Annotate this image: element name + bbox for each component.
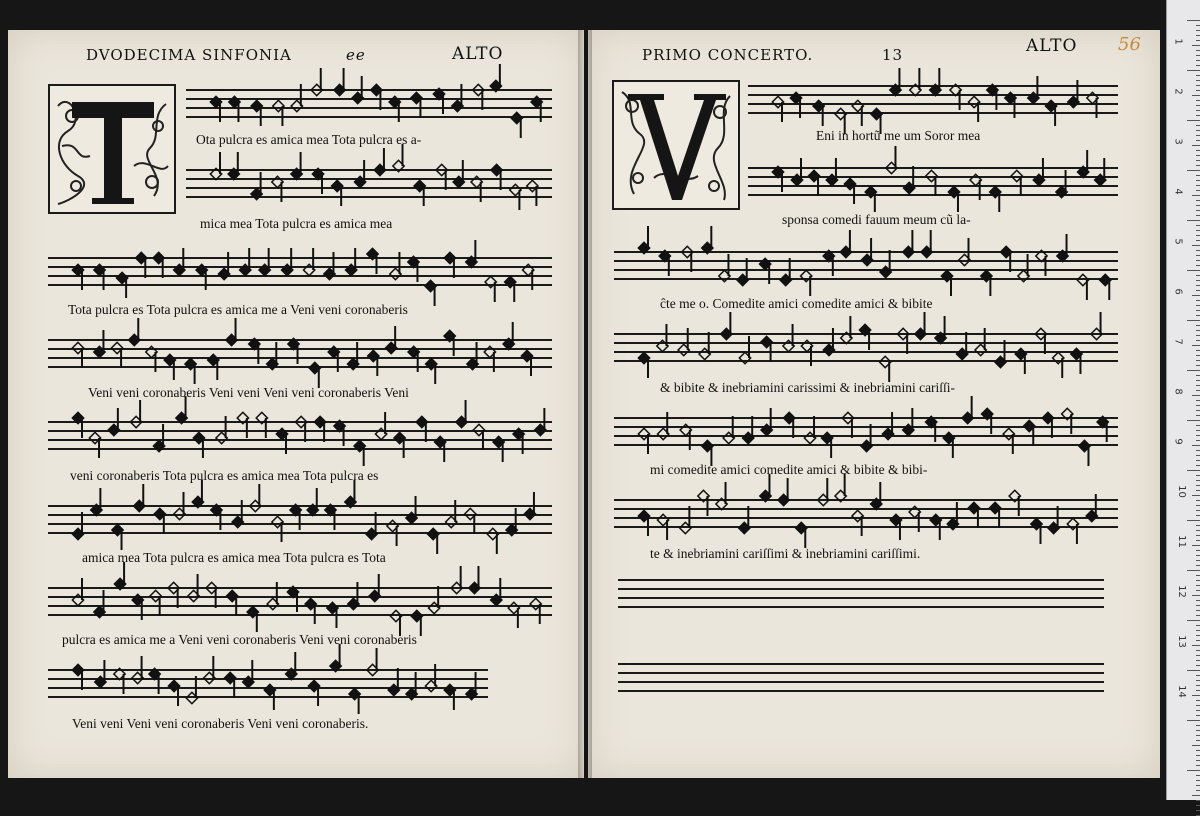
ruler-tick — [1192, 45, 1200, 46]
lyric-left-6: amica mea Tota pulcra es amica mea Tota pulcra es Tota — [82, 550, 386, 565]
ruler-tick — [1196, 810, 1200, 811]
ruler-tick — [1196, 755, 1200, 756]
lyric-right-4: & bibite & inebriamini carissimi & inebriamini cariſſi- — [660, 380, 956, 395]
ruler-tick — [1192, 595, 1200, 596]
ruler-tick — [1196, 605, 1200, 606]
left-title: DVODECIMA SINFONIA — [86, 46, 292, 64]
ruler-tick — [1196, 705, 1200, 706]
ruler-tick — [1196, 525, 1200, 526]
ruler-tick — [1196, 150, 1200, 151]
ruler-tick — [1196, 460, 1200, 461]
ruler-tick — [1196, 140, 1200, 141]
ruler-tick — [1196, 335, 1200, 336]
ruler-tick — [1192, 395, 1200, 396]
ruler-tick — [1196, 765, 1200, 766]
ruler-tick — [1196, 375, 1200, 376]
staff-left-4 — [48, 332, 552, 370]
ruler-tick — [1196, 435, 1200, 436]
ruler-tick — [1196, 760, 1200, 761]
ruler-tick — [1192, 745, 1200, 746]
ruler-tick — [1192, 345, 1200, 346]
lyric-left-7: pulcra es amica me a Veni veni coronaberis Veni veni coronaberis — [62, 632, 417, 647]
ruler-tick — [1196, 540, 1200, 541]
ruler-tick — [1196, 50, 1200, 51]
ruler-label: 8 — [1172, 388, 1184, 395]
ruler-tick — [1196, 465, 1200, 466]
ruler-tick — [1187, 620, 1200, 621]
ruler-tick — [1196, 505, 1200, 506]
lyric-right-1: Eni in hortũ me um Soror mea — [816, 128, 981, 143]
ruler-tick — [1196, 565, 1200, 566]
ruler-tick — [1196, 105, 1200, 106]
ruler-label: 1 — [1172, 38, 1184, 45]
ruler-tick — [1192, 645, 1200, 646]
ruler-tick — [1196, 690, 1200, 691]
ruler-tick — [1196, 475, 1200, 476]
ruler-tick — [1196, 155, 1200, 156]
ruler-tick — [1196, 85, 1200, 86]
notes-right-4 — [614, 326, 1118, 364]
ruler-tick — [1192, 295, 1200, 296]
ruler-tick — [1187, 20, 1200, 21]
ruler-tick — [1196, 700, 1200, 701]
ruler-label: 14 — [1175, 685, 1187, 698]
ruler-tick — [1187, 320, 1200, 321]
empty-staff-right-2 — [618, 656, 1104, 694]
pencil-folio-note: 56 — [1118, 34, 1141, 55]
ruler-tick — [1187, 770, 1200, 771]
ruler-tick — [1196, 265, 1200, 266]
lyric-left-3: Tota pulcra es Tota pulcra es amica me a Veni veni coronaberis — [68, 302, 408, 317]
ruler-tick — [1196, 675, 1200, 676]
ruler-tick — [1196, 790, 1200, 791]
ruler-tick — [1196, 330, 1200, 331]
ruler-tick — [1196, 360, 1200, 361]
ruler-label: 5 — [1172, 238, 1184, 245]
ruler-tick — [1196, 390, 1200, 391]
ruler-tick — [1196, 775, 1200, 776]
ruler-tick — [1196, 580, 1200, 581]
staff-left-1 — [186, 82, 552, 120]
ruler-tick — [1196, 665, 1200, 666]
ruler-tick — [1196, 400, 1200, 401]
lyric-right-5: mi comedite amici comedite amici & bibite & bibi- — [650, 462, 928, 477]
ruler-tick — [1196, 65, 1200, 66]
ruler-tick — [1192, 445, 1200, 446]
ruler-tick — [1196, 615, 1200, 616]
notes-right-2 — [748, 160, 1118, 198]
lyric-right-6: te & inebriamini cariſſimi & inebriamini cariſſimi. — [650, 546, 921, 561]
ruler-tick — [1196, 750, 1200, 751]
ruler-tick — [1187, 170, 1200, 171]
right-folio: 13 — [882, 46, 904, 64]
ruler-tick — [1196, 100, 1200, 101]
ruler-tick — [1196, 635, 1200, 636]
ruler-tick — [1196, 800, 1200, 801]
ruler-tick — [1196, 180, 1200, 181]
ruler-tick — [1196, 740, 1200, 741]
staff-right-2 — [748, 160, 1118, 198]
lyric-right-2: sponsa comedi fauum meum cũ la- — [782, 212, 971, 227]
notes-left-6 — [48, 498, 552, 536]
notes-left-1 — [186, 82, 552, 120]
ruler-tick — [1187, 670, 1200, 671]
ruler-label: 10 — [1175, 485, 1187, 498]
ruler-label: 9 — [1172, 438, 1184, 445]
ruler-tick — [1196, 430, 1200, 431]
ruler-tick — [1196, 90, 1200, 91]
ruler-tick — [1196, 200, 1200, 201]
ruler-tick — [1196, 655, 1200, 656]
ruler-tick — [1192, 245, 1200, 246]
ruler-tick — [1196, 455, 1200, 456]
measuring-ruler — [1166, 0, 1200, 800]
ruler-tick — [1196, 560, 1200, 561]
ruler-tick — [1196, 450, 1200, 451]
notes-right-5 — [614, 410, 1118, 448]
ruler-tick — [1196, 610, 1200, 611]
ruler-label: 13 — [1175, 635, 1187, 648]
ruler-tick — [1196, 415, 1200, 416]
notes-left-8 — [48, 662, 488, 700]
ruler-tick — [1196, 285, 1200, 286]
ruler-tick — [1196, 275, 1200, 276]
ruler-tick — [1192, 95, 1200, 96]
book-spine — [578, 30, 592, 778]
ruler-tick — [1196, 490, 1200, 491]
ruler-tick — [1196, 165, 1200, 166]
staff-right-1 — [748, 78, 1118, 116]
staff-left-8 — [48, 662, 488, 700]
staff-right-4 — [614, 326, 1118, 364]
ruler-tick — [1196, 640, 1200, 641]
ruler-tick — [1196, 205, 1200, 206]
ruler-tick — [1196, 135, 1200, 136]
staff-right-6 — [614, 492, 1118, 530]
ruler-label: 12 — [1175, 585, 1187, 598]
ruler-tick — [1192, 495, 1200, 496]
ruler-tick — [1196, 80, 1200, 81]
ruler-tick — [1196, 385, 1200, 386]
ruler-tick — [1192, 145, 1200, 146]
ruler-tick — [1196, 440, 1200, 441]
ruler-tick — [1196, 715, 1200, 716]
ruler-tick — [1196, 680, 1200, 681]
ruler-tick — [1196, 315, 1200, 316]
ruler-tick — [1196, 215, 1200, 216]
ruler-tick — [1196, 365, 1200, 366]
lyric-left-1: Ota pulcra es amica mea Tota pulcra es a- — [196, 132, 422, 147]
ruler-tick — [1192, 195, 1200, 196]
ruler-tick — [1196, 75, 1200, 76]
ruler-tick — [1196, 555, 1200, 556]
ruler-tick — [1187, 370, 1200, 371]
ruler-tick — [1196, 625, 1200, 626]
ruler-tick — [1196, 590, 1200, 591]
ruler-tick — [1196, 110, 1200, 111]
staff-left-2 — [186, 162, 552, 200]
ruler-label: 11 — [1175, 535, 1187, 548]
ruler-tick — [1196, 230, 1200, 231]
ruler-tick — [1196, 260, 1200, 261]
ruler-label: 6 — [1172, 288, 1184, 295]
ruler-tick — [1196, 485, 1200, 486]
ruler-tick — [1196, 175, 1200, 176]
ruler-tick — [1187, 70, 1200, 71]
ruler-tick — [1196, 530, 1200, 531]
ruler-tick — [1196, 325, 1200, 326]
ruler-tick — [1196, 660, 1200, 661]
ruler-tick — [1192, 695, 1200, 696]
notes-left-4 — [48, 332, 552, 370]
ruler-tick — [1196, 710, 1200, 711]
ruler-tick — [1196, 600, 1200, 601]
ruler-tick — [1196, 125, 1200, 126]
lyric-left-5: veni coronaberis Tota pulcra es amica mea Tota pulcra es — [70, 468, 379, 483]
ruler-tick — [1196, 305, 1200, 306]
ruler-tick — [1196, 280, 1200, 281]
staff-right-5 — [614, 410, 1118, 448]
ruler-tick — [1196, 410, 1200, 411]
ruler-tick — [1196, 190, 1200, 191]
ruler-tick — [1196, 630, 1200, 631]
notes-left-7 — [48, 580, 552, 618]
ruler-tick — [1196, 650, 1200, 651]
ornament-initial-t-image — [50, 86, 174, 212]
notes-right-3 — [614, 244, 1118, 282]
ruler-tick — [1187, 570, 1200, 571]
ruler-tick — [1196, 160, 1200, 161]
ruler-tick — [1196, 210, 1200, 211]
ruler-tick — [1187, 520, 1200, 521]
staff-left-5 — [48, 414, 552, 452]
ruler-tick — [1196, 185, 1200, 186]
ruler-tick — [1196, 685, 1200, 686]
notes-left-5 — [48, 414, 552, 452]
ruler-label: 3 — [1172, 138, 1184, 145]
ruler-label: 4 — [1172, 188, 1184, 195]
ruler-tick — [1196, 340, 1200, 341]
ruler-tick — [1196, 225, 1200, 226]
ruler-tick — [1187, 220, 1200, 221]
ruler-tick — [1196, 60, 1200, 61]
staff-left-6 — [48, 498, 552, 536]
ruler-tick — [1187, 270, 1200, 271]
ruler-tick — [1196, 35, 1200, 36]
lyric-left-8: Veni veni Veni veni coronaberis Veni veni coronaberis. — [72, 716, 369, 731]
right-voice: ALTO — [1026, 36, 1078, 56]
ruler-tick — [1192, 545, 1200, 546]
ruler-tick — [1196, 805, 1200, 806]
ruler-tick — [1196, 550, 1200, 551]
ruler-tick — [1196, 350, 1200, 351]
ruler-tick — [1196, 235, 1200, 236]
staff-left-3 — [48, 250, 552, 288]
ruler-label: 7 — [1172, 338, 1184, 345]
ruler-tick — [1196, 355, 1200, 356]
ruler-tick — [1196, 515, 1200, 516]
decorated-initial-t — [48, 84, 176, 214]
notes-right-6 — [614, 492, 1118, 530]
ruler-tick — [1196, 290, 1200, 291]
empty-staff-right-1 — [618, 572, 1104, 610]
left-folio: ee — [346, 46, 366, 64]
ruler-tick — [1196, 780, 1200, 781]
ruler-tick — [1196, 250, 1200, 251]
ruler-tick — [1196, 240, 1200, 241]
ruler-label: 2 — [1172, 88, 1184, 95]
ruler-tick — [1196, 40, 1200, 41]
notes-right-1 — [748, 78, 1118, 116]
ruler-tick — [1187, 120, 1200, 121]
ruler-tick — [1196, 785, 1200, 786]
left-voice: ALTO — [452, 44, 504, 64]
right-title: PRIMO CONCERTO. — [642, 46, 814, 64]
ruler-tick — [1196, 380, 1200, 381]
ruler-tick — [1187, 470, 1200, 471]
ruler-tick — [1196, 735, 1200, 736]
ornament-initial-v-image — [614, 82, 738, 208]
ruler-tick — [1196, 405, 1200, 406]
staff-left-7 — [48, 580, 552, 618]
ruler-tick — [1196, 585, 1200, 586]
lyric-right-3: ĉte me o. Comedite amici comedite amici & bibite — [660, 296, 933, 311]
decorated-initial-v — [612, 80, 740, 210]
notes-left-3 — [48, 250, 552, 288]
ruler-tick — [1196, 575, 1200, 576]
ruler-tick — [1196, 725, 1200, 726]
lyric-left-4: Veni veni coronaberis Veni veni Veni veni coronaberis Veni — [88, 385, 409, 400]
ruler-tick — [1187, 720, 1200, 721]
lyric-left-2: mica mea Tota pulcra es amica mea — [200, 216, 393, 231]
ruler-tick — [1196, 500, 1200, 501]
ruler-tick — [1196, 300, 1200, 301]
ruler-tick — [1187, 420, 1200, 421]
ruler-tick — [1196, 310, 1200, 311]
ruler-tick — [1196, 730, 1200, 731]
ruler-tick — [1196, 25, 1200, 26]
ruler-tick — [1196, 480, 1200, 481]
staff-right-3 — [614, 244, 1118, 282]
ruler-tick — [1196, 130, 1200, 131]
ruler-tick — [1192, 795, 1200, 796]
ruler-tick — [1196, 425, 1200, 426]
ruler-tick — [1196, 55, 1200, 56]
ruler-tick — [1196, 510, 1200, 511]
notes-left-2 — [186, 162, 552, 200]
ruler-tick — [1196, 535, 1200, 536]
ruler-tick — [1196, 255, 1200, 256]
ruler-tick — [1196, 115, 1200, 116]
ruler-tick — [1196, 30, 1200, 31]
